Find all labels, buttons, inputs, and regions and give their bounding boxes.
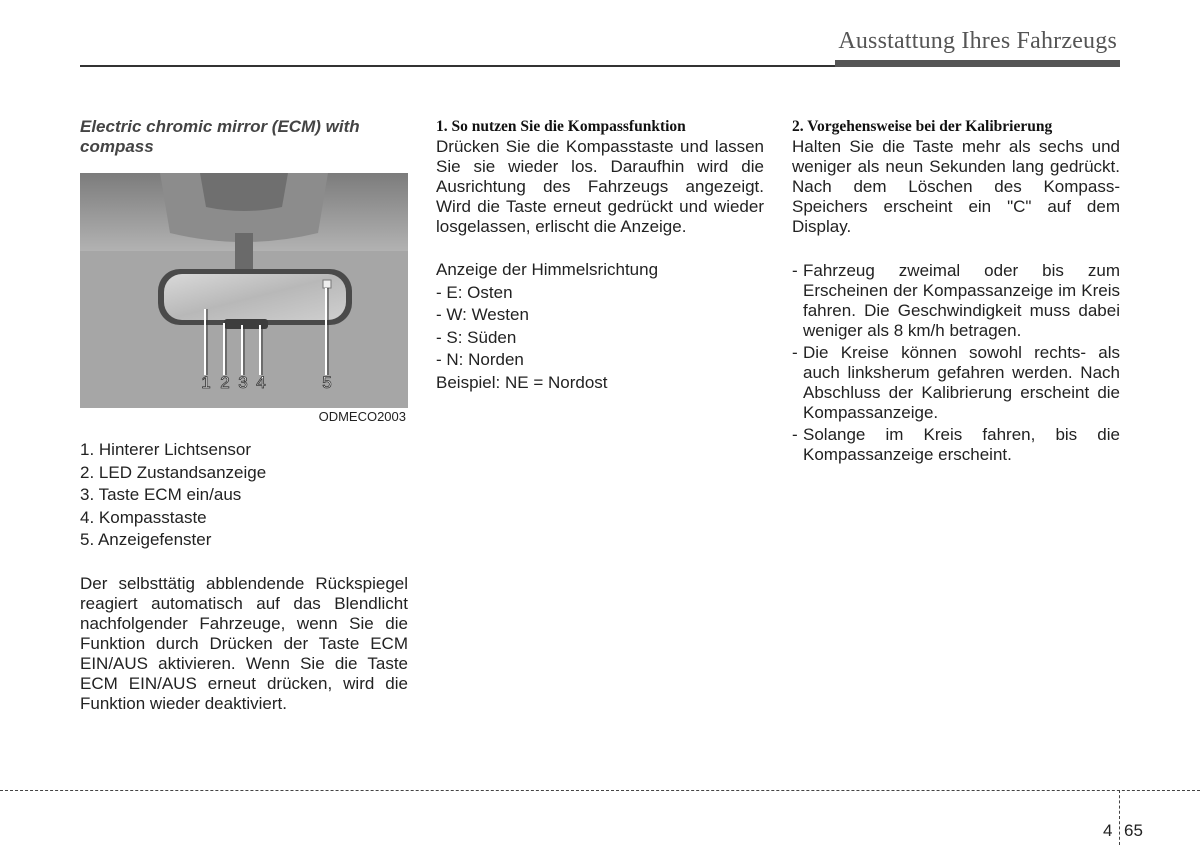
mirror-illustration [80,173,408,429]
column-middle [436,117,764,394]
callout-label-2: 2 [220,373,230,392]
callout-label-1: 1 [201,373,211,392]
mirror-glass [164,274,346,320]
directions-heading: Anzeige der Himmelsrichtung [436,260,659,279]
chapter-number: 4 [1103,821,1113,840]
calibration-step [792,425,1120,465]
callout-label-5: 5 [322,373,332,392]
ecm-description: Der selbsttätig abblendende Rückspiegel reagiert automatisch auf das Blendlicht nachfolgender Fahrzeuge, wenn Sie die Funktion durch Drücken der Taste ECM EIN/AUS aktivieren. Wenn Sie die Taste ECM EIN/AUS erneut drücken, wird die Funktion wieder deaktiviert. [80,573,408,713]
overhead-lamp [200,173,288,211]
legend-item: 2. LED Zustandsanzeige [80,462,267,482]
direction-item: - W: Westen [436,305,529,324]
bullet-dash: - [792,425,798,444]
calibration-paragraph: Halten Sie die Taste mehr als sechs und weniger als neun Sekunden lang gedrückt. Nach dem Löschen des Kompass-Speichers erscheint ein "C" auf dem Display. [792,137,1120,236]
footer-dashed-rule [0,790,1200,791]
footer-page-divider [1119,790,1120,845]
legend-item: 3. Taste ECM ein/aus [80,485,242,504]
bullet-dash: - [792,343,798,362]
calibration-steps [792,261,1120,465]
calibration-step-text: Die Kreise können sowohl rechts- als auch linksherum gefahren werden. Nach Abschluss der Kalibrierung erscheint die Kompassanzeige. [803,343,1120,422]
display-window [323,280,331,288]
calibration-step [792,343,1120,423]
legend-item: 4. Kompasstaste [80,507,207,527]
mirror-mount [235,233,253,273]
calibration-step-text: Solange im Kreis fahren, bis die Kompassanzeige erscheint. [803,425,1120,464]
page-number: 65 [1124,821,1143,840]
compass-paragraph: Drücken Sie die Kompasstaste und lassen Sie sie wieder los. Daraufhin wird die Ausrichtung des Fahrzeugs angezeigt. Wird die Taste erneut gedrückt und wieder losgelassen, erlischt die Anzeige. [436,137,764,236]
figure-title: Electric chromic mirror (ECM) with compass [80,117,360,156]
direction-item: - N: Norden [436,350,524,369]
legend-item: 1. Hinterer Lichtsensor [80,440,252,459]
callout-label-4: 4 [256,373,266,392]
column-left [80,117,408,714]
legend-item: 5. Anzeigefenster [80,530,212,549]
header-accent-bar [835,60,1120,67]
section-heading-calibration: 2. Vorgehensweise bei der Kalibrierung [792,118,1053,135]
calibration-step-text: Fahrzeug zweimal oder bis zum Erscheinen der Kompassanzeige im Kreis fahren. Die Geschwindigkeit muss dabei weniger als 8 km/h betragen. [803,261,1120,340]
section-heading-compass: 1. So nutzen Sie die Kompassfunktion [436,118,686,135]
header-title: Ausstattung Ihres Fahrzeugs [838,28,1117,54]
callout-label-3: 3 [238,373,248,392]
mirror-button-strip [224,319,268,329]
direction-item: - S: Süden [436,327,517,347]
direction-item: - E: Osten [436,282,513,302]
mirror-drawing [80,173,408,429]
calibration-step [792,261,1120,341]
figure-legend [80,439,408,552]
bullet-dash: - [792,261,798,280]
figure-code: ODMECO2003 [318,409,406,424]
column-right [792,117,1120,465]
direction-example: Beispiel: NE = Nordost [436,372,608,392]
